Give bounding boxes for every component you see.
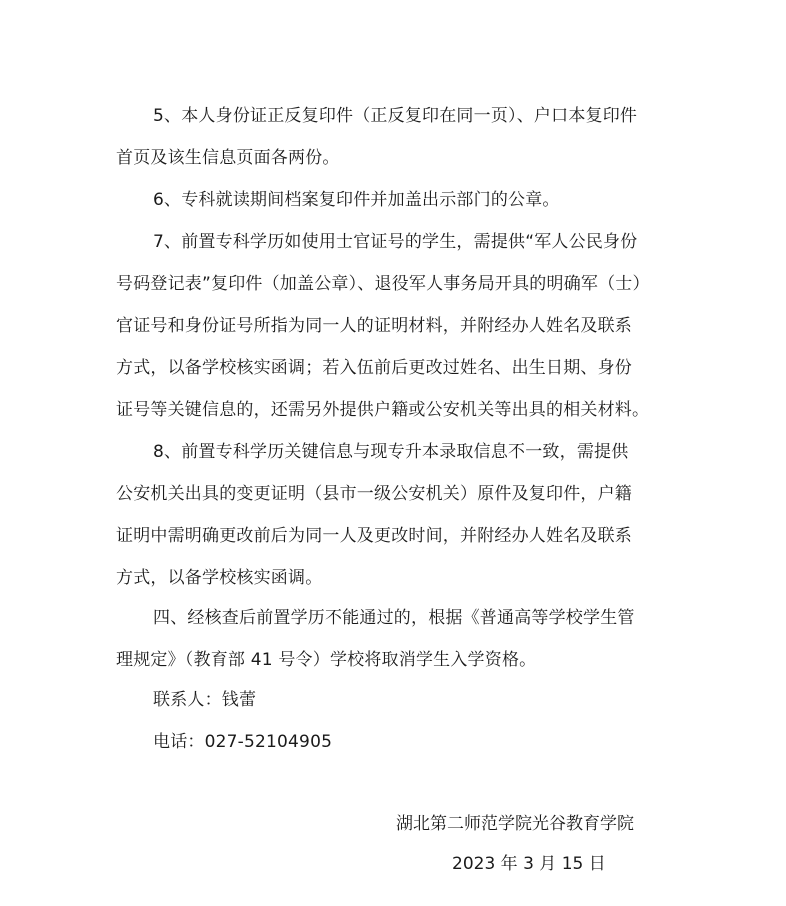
paragraph-6-line-1: 6、专科就读期间档案复印件并加盖出示部门的公章。	[153, 190, 560, 210]
section-four-line-1: 四、经核查后前置学历不能通过的，根据《普通高等学校学生管	[153, 608, 635, 628]
paragraph-7-line-4: 方式，以备学校核实函调；若入伍前后更改过姓名、出生日期、身份	[116, 358, 632, 378]
paragraph-7-line-1: 7、前置专科学历如使用士官证号的学生，需提供“军人公民身份	[153, 232, 638, 252]
paragraph-7-line-3: 官证号和身份证号所指为同一人的证明材料，并附经办人姓名及联系	[116, 316, 632, 336]
paragraph-7-line-2: 号码登记表”复印件（加盖公章）、退役军人事务局开具的明确军（士）	[116, 274, 650, 294]
signature-date: 2023 年 3 月 15 日	[452, 854, 606, 874]
paragraph-5-line-1: 5、本人身份证正反复印件（正反复印在同一页）、户口本复印件	[153, 106, 638, 126]
section-four-line-2: 理规定》（教育部 41 号令）学校将取消学生入学资格。	[116, 650, 537, 670]
signature-organization: 湖北第二师范学院光谷教育学院	[396, 814, 634, 834]
paragraph-5-line-2: 首页及该生信息页面各两份。	[116, 148, 340, 168]
paragraph-7-line-5: 证号等关键信息的，还需另外提供户籍或公安机关等出具的相关材料。	[116, 400, 650, 420]
paragraph-8-line-4: 方式，以备学校核实函调。	[116, 568, 323, 588]
paragraph-8-line-1: 8、前置专科学历关键信息与现专升本录取信息不一致，需提供	[153, 442, 629, 462]
contact-person: 联系人：钱蕾	[153, 690, 257, 710]
paragraph-8-line-3: 证明中需明确更改前后为同一人及更改时间，并附经办人姓名及联系	[116, 526, 632, 546]
contact-phone: 电话：027-52104905	[153, 732, 333, 752]
paragraph-8-line-2: 公安机关出具的变更证明（县市一级公安机关）原件及复印件，户籍	[116, 484, 632, 504]
